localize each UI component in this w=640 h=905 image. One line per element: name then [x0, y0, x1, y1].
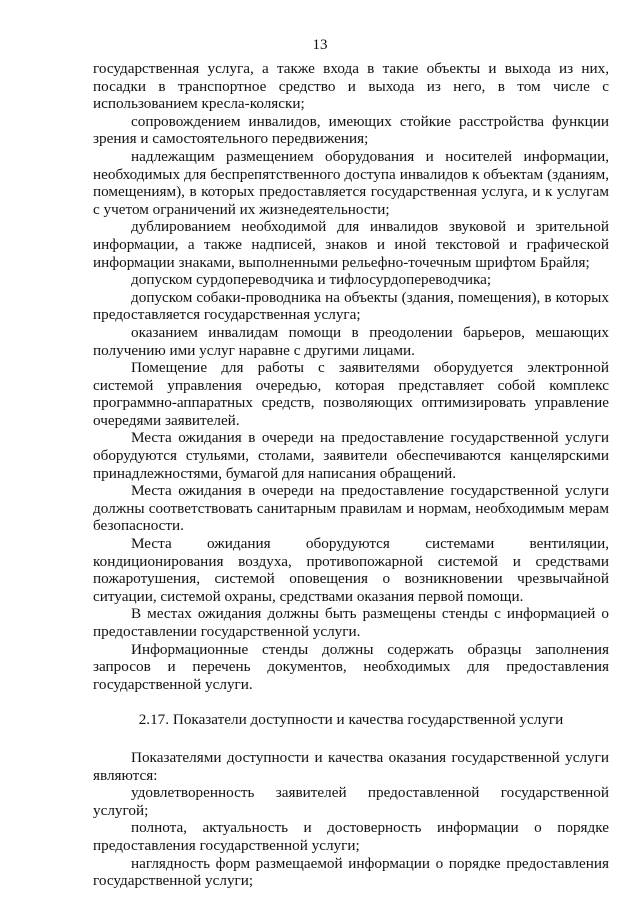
- paragraph: Места ожидания в очереди на предоставление государственной услуги должны соответствовать санитарным правилам и нормам, необходимым мерам безопасности.: [93, 482, 609, 535]
- paragraph: допуском сурдопереводчика и тифлосурдопереводчика;: [131, 271, 492, 289]
- document-body: [93, 60, 609, 890]
- paragraph: Показателями доступности и качества оказания государственной услуги являются:: [93, 748, 609, 784]
- paragraph: Информационные стенды должны содержать образцы заполнения запросов и перечень документов, необходимых для предоставления государственной услуги.: [93, 640, 609, 693]
- paragraph: дублированием необходимой для инвалидов звуковой и зрительной информации, а также надписей, знаков и иной текстовой и графической информации знаками, выполненными рельефно-точечным шрифтом Брайля;: [93, 218, 609, 271]
- page-number: 13: [312, 37, 328, 53]
- paragraph: наглядность форм размещаемой информации о порядке предоставления государственной услуги;: [93, 854, 609, 890]
- paragraph: допуском собаки-проводника на объекты (здания, помещения), в которых предоставляется государственная услуга;: [93, 288, 609, 324]
- paragraph: сопровождением инвалидов, имеющих стойкие расстройства функции зрения и самостоятельного передвижения;: [93, 112, 609, 148]
- paragraph: В местах ожидания должны быть размещены стенды с информацией о предоставлении государственной услуги.: [93, 605, 609, 640]
- paragraph: Места ожидания оборудуются системами вентиляции, кондиционирования воздуха, противопожарной системой и средствами пожаротушения, системой оповещения о возникновении чрезвычайной ситуации, системой охраны, средствами оказания первой помощи.: [93, 535, 609, 605]
- paragraph: удовлетворенность заявителей предоставленной государственной услугой;: [93, 784, 609, 819]
- paragraph: Помещение для работы с заявителями оборудуется электронной системой управления очередью, которая представляет собой комплекс программно-аппаратных средств, позволяющих оптимизировать управление очередями заявителей.: [93, 359, 609, 429]
- paragraph: Места ожидания в очереди на предоставление государственной услуги оборудуются стульями, столами, заявители обеспечиваются канцелярскими принадлежностями, бумагой для написания обращений.: [93, 429, 609, 482]
- paragraph: надлежащим размещением оборудования и носителей информации, необходимых для беспрепятственного доступа инвалидов к объектам (зданиям, помещениям), в которых предоставляется государственная услуга, и к услугам с учетом ограничений их жизнедеятельности;: [93, 147, 609, 218]
- section-heading: 2.17. Показатели доступности и качества государственной услуги: [138, 711, 564, 729]
- paragraph: оказанием инвалидам помощи в преодолении барьеров, мешающих получению ими услуг наравне с другими лицами.: [93, 323, 609, 359]
- paragraph: полнота, актуальность и достоверность информации о порядке предоставления государственной услуги;: [93, 819, 609, 854]
- paragraph: государственная услуга, а также входа в такие объекты и выхода из них, посадки в транспортное средство и выхода из него, в том числе с использованием кресла-коляски;: [93, 60, 609, 113]
